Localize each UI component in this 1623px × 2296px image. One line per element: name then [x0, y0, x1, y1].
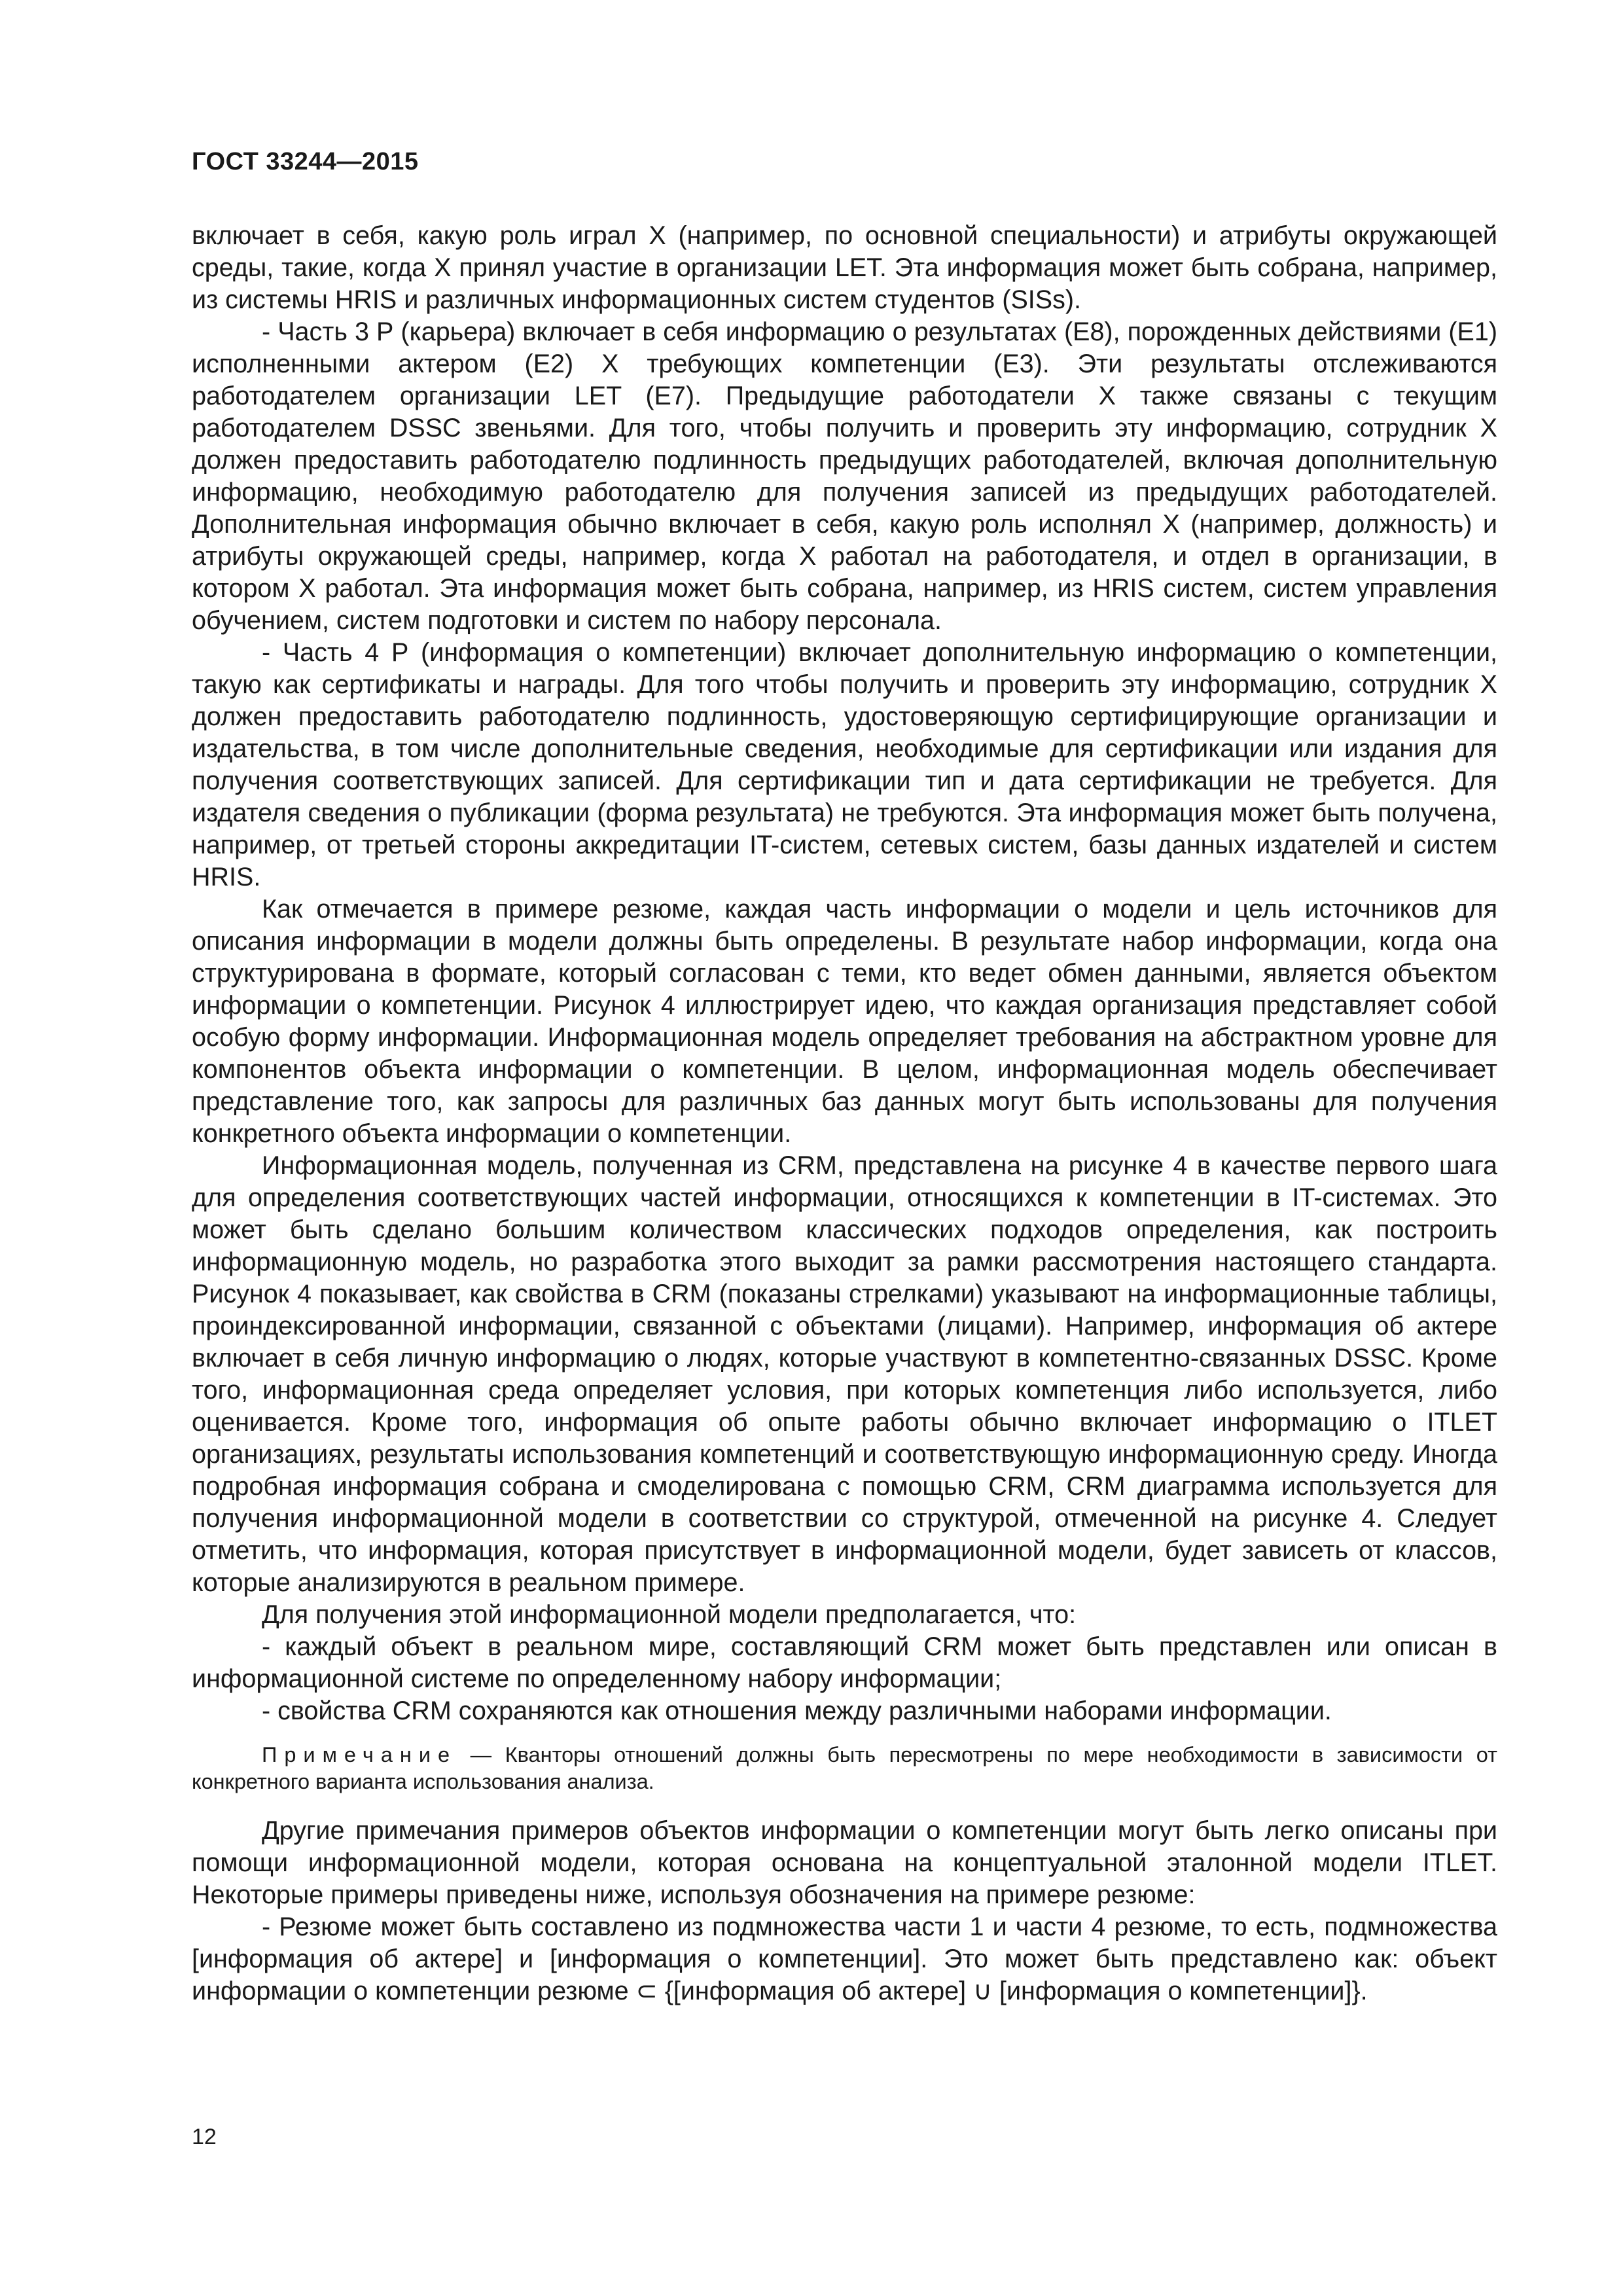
document-header: ГОСТ 33244—2015 — [192, 148, 419, 175]
page-number: 12 — [192, 2125, 217, 2149]
note-text: — Кванторы отношений должны быть пересмотрены по мере необходимости в зависимости от конкретного варианта использования анализа. — [192, 1743, 1497, 1793]
note — [192, 1742, 1497, 1795]
paragraph-other-examples: Другие примечания примеров объектов информации о компетенции могут быть легко описаны при помощи информационной модели, которая основана на концептуальной эталонной модели ITLET. Некоторые примеры приведены ниже, используя обозначения на примере резюме: — [192, 1816, 1497, 1909]
note-label: Примечание — [262, 1743, 457, 1767]
list-item-assumption-1: - каждый объект в реальном мире, составляющий CRM может быть представлен или описан в информационной системе по определенному набору информации; — [192, 1632, 1497, 1693]
paragraph-resume-example: Как отмечается в примере резюме, каждая часть информации о модели и цель источников для описания информации в модели должны быть определены. В результате набор информации, когда она структурирована в формате, который согласован с теми, кто ведет обмен данными, является объектом информации о компетенции. Рисунок 4 иллюстрирует идею, что каждая организация представляет собой особую форму информации. Информационная модель определяет требования на абстрактном уровне для компонентов объекта информации о компетенции. В целом, информационная модель обеспечивает представление того, как запросы для различных баз данных могут быть использованы для получения конкретного объекта информации о компетенции. — [192, 895, 1497, 1148]
paragraph-part-4: - Часть 4 Р (информация о компетенции) включает дополнительную информацию о компетенции, такую как сертификаты и награды. Для того чтобы получить и проверить эту информацию, сотрудник X должен предоставить работодателю подлинность, удостоверяющую сертифицирующие организации и издательства, в том числе дополнительные сведения, необходимые для сертификации или издания для получения соответствующих записей. Для сертификации тип и дата сертификации не требуется. Для издателя сведения о публикации (форма результата) не требуются. Эта информация может быть получена, например, от третьей стороны аккредитации IT-систем, сетевых систем, базы данных издателей и систем HRIS. — [192, 638, 1497, 891]
paragraph-assumptions-intro: Для получения этой информационной модели предполагается, что: — [262, 1600, 1077, 1629]
list-item-resume-subset: - Резюме может быть составлено из подмножества части 1 и части 4 резюме, то есть, подмножества [информация об актере] и [информация о компетенции]. Это может быть представлено как: объект информации о компетенции резюме ⊂ {[информация об актере] ∪ [информация о компетенции]}. — [192, 1912, 1497, 2005]
paragraph-information-model: Информационная модель, полученная из CRM, представлена на рисунке 4 в качестве первого шага для определения соответствующих частей информации, относящихся к компетенции в IT-системах. Это может быть сделано большим количеством классических подходов определения, как построить информационную модель, но разработка этого выходит за рамки рассмотрения настоящего стандарта. Рисунок 4 показывает, как свойства в CRM (показаны стрелками) указывают на информационные таблицы, проиндексированной информации, связанной с объектами (лицами). Например, информация об актере включает в себя личную информацию о людях, которые участвуют в компетентно-связанных DSSC. Кроме того, информационная среда определяет условия, при которых компетенция либо используется, либо оценивается. Кроме того, информация об опыте работы обычно включает информацию о ITLET организациях, результаты использования компетенций и соответствующую информационную среду. Иногда подробная информация собрана и смоделирована с помощью CRM, CRM диаграмма используется для получения информационной модели в соответствии со структурой, отмеченной на рисунке 4. Следует отметить, что информация, которая присутствует в информационной модели, будет зависеть от классов, которые анализируются в реальном примере. — [192, 1151, 1497, 1597]
paragraph-part-3: - Часть 3 Р (карьера) включает в себя информацию о результатах (Е8), порожденных действиями (Е1) исполненными актером (Е2) X требующих компетенции (Е3). Эти результаты отслеживаются работодателем организации LET (Е7). Предыдущие работодатели X также связаны с текущим работодателем DSSC звеньями. Для того, чтобы получить и проверить эту информацию, сотрудник X должен предоставить работодателю подлинность предыдущих работодателей, включая дополнительную информацию, необходимую работодателю для получения записей из предыдущих работодателей. Дополнительная информация обычно включает в себя, какую роль исполнял X (например, должность) и атрибуты окружающей среды, например, когда X работал на работодателя, и отдел в организации, в котором X работал. Эта информация может быть собрана, например, из HRIS систем, систем управления обучением, систем подготовки и систем по набору персонала. — [192, 317, 1497, 635]
paragraph-continuation: включает в себя, какую роль играл X (например, по основной специальности) и атрибуты окружающей среды, такие, когда X принял участие в организации LET. Эта информация может быть собрана, например, из системы HRIS и различных информационных систем студентов (SISs). — [192, 221, 1497, 314]
document-body — [192, 220, 1497, 2007]
list-item-assumption-2: - свойства CRM сохраняются как отношения между различными наборами информации. — [262, 1696, 1332, 1725]
